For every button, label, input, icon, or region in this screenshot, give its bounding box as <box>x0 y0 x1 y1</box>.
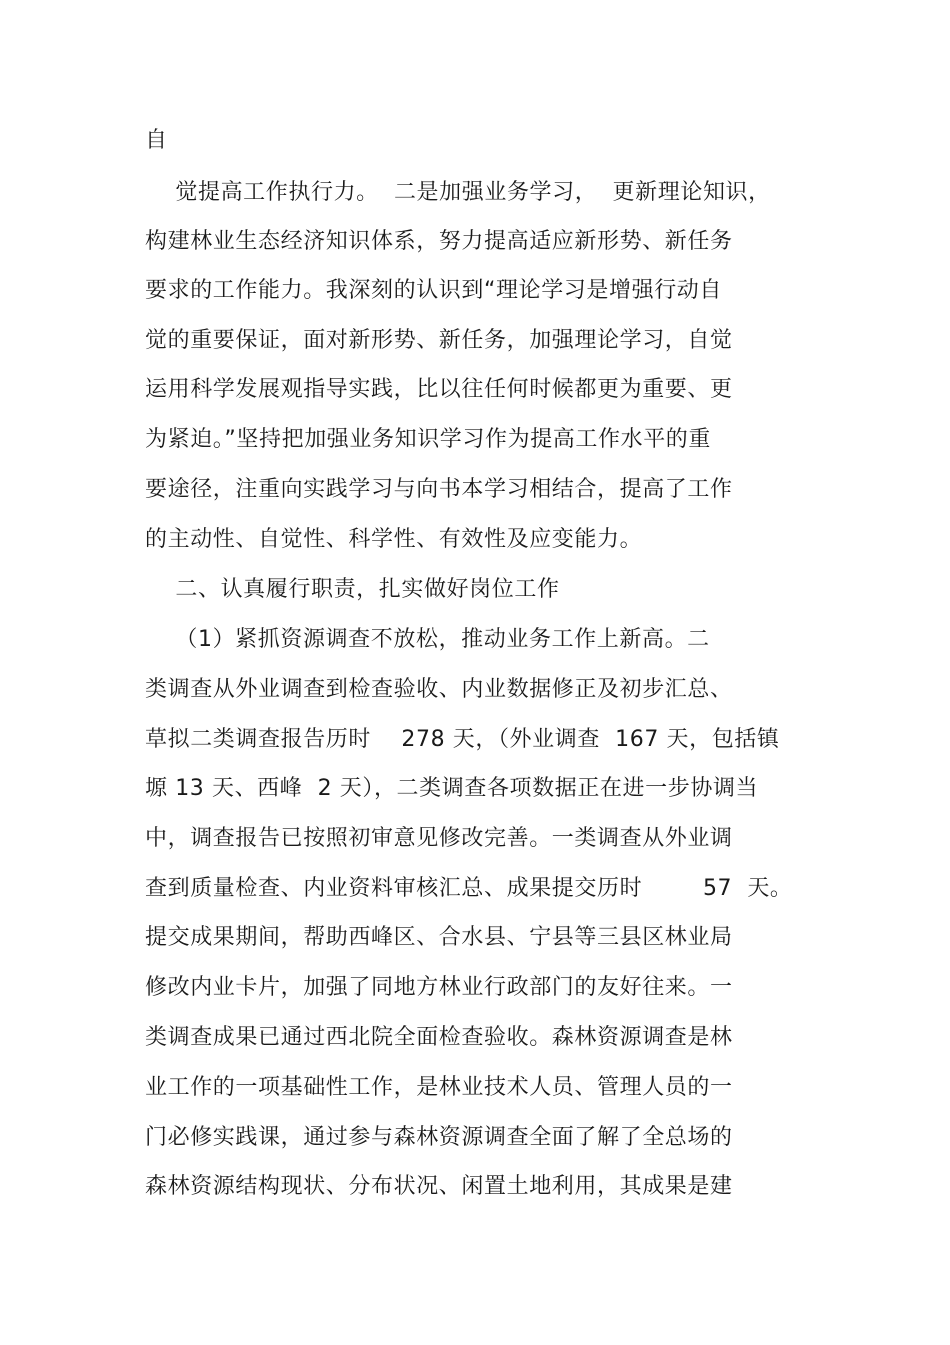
text-line: 类调查成果已通过西北院全面检查验收。森林资源调查是林 <box>145 1025 733 1050</box>
text-line: 要途径，注重向实践学习与向书本学习相结合，提高了工作 <box>145 477 733 502</box>
text-line: 门必修实践课，通过参与森林资源调查全面了解了全总场的 <box>145 1125 733 1150</box>
text-line: 中，调查报告已按照初审意见修改完善。一类调查从外业调 <box>145 826 733 851</box>
text-line: （1）紧抓资源调查不放松，推动业务工作上新高。二 <box>145 627 710 652</box>
text-line: 觉的重要保证，面对新形势、新任务，加强理论学习，自觉 <box>145 328 733 353</box>
section-heading: 二、认真履行职责，扎实做好岗位工作 <box>145 577 560 602</box>
text-line: 业工作的一项基础性工作，是林业技术人员、管理人员的一 <box>145 1075 733 1100</box>
text-line: 森林资源结构现状、分布状况、闲置土地利用，其成果是建 <box>145 1174 733 1199</box>
text-line: 为紧迫。”坚持把加强业务知识学习作为提高工作水平的重 <box>145 427 711 452</box>
text-line: 觉提高工作执行力。 二是加强业务学习， 更新理论知识， <box>145 180 771 205</box>
text-line: 塬 13 天、西峰 2 天），二类调查各项数据正在进一步协调当 <box>145 776 759 801</box>
text-line: 修改内业卡片，加强了同地方林业行政部门的友好往来。一 <box>145 975 733 1000</box>
text-line: 的主动性、自觉性、科学性、有效性及应变能力。 <box>145 527 643 552</box>
text-line: 构建林业生态经济知识体系，努力提高适应新形势、新任务 <box>145 229 733 254</box>
text-line: 类调查从外业调查到检查验收、内业数据修正及初步汇总、 <box>145 677 733 702</box>
text-line: 草拟二类调查报告历时 278 天，（外业调查 167 天，包括镇 <box>145 727 780 752</box>
text-line: 要求的工作能力。我深刻的认识到“理论学习是增强行动自 <box>145 278 722 303</box>
text-line: 自 <box>145 128 168 153</box>
text-line: 查到质量检查、内业资料审核汇总、成果提交历时 57 天。 <box>145 876 793 901</box>
text-line: 运用科学发展观指导实践，比以往任何时候都更为重要、更 <box>145 377 733 402</box>
text-line: 提交成果期间，帮助西峰区、合水县、宁县等三县区林业局 <box>145 925 733 950</box>
